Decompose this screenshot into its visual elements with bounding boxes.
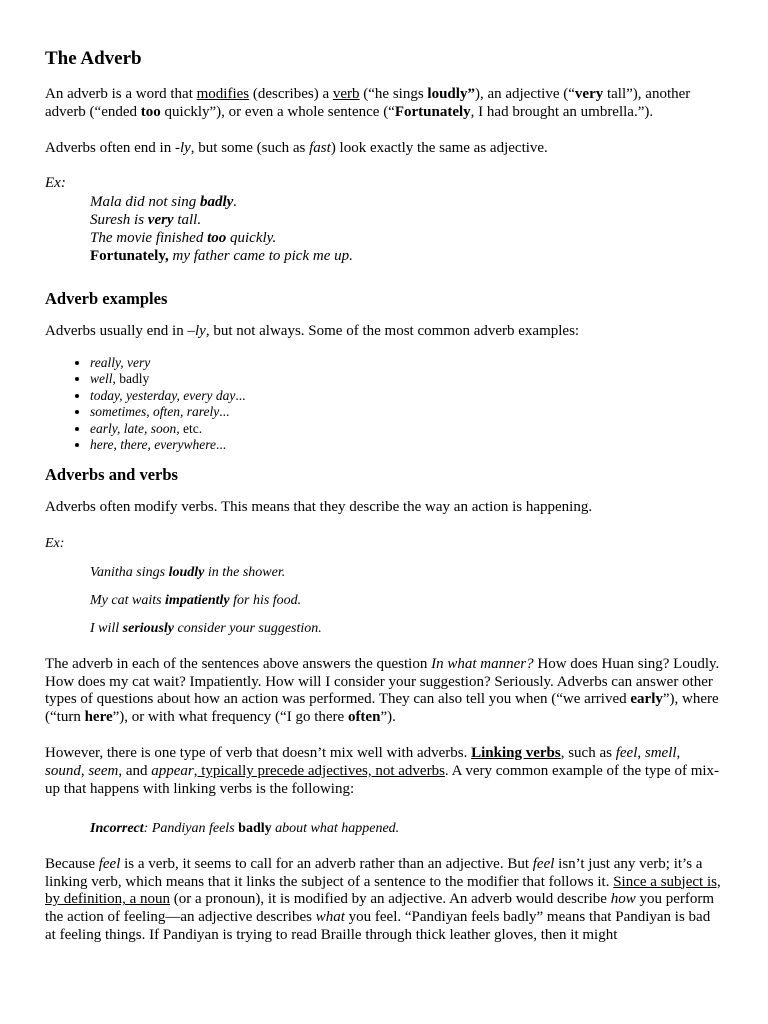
italic-word: feel [532, 855, 555, 872]
text: badly [115, 371, 150, 387]
text: ) look exactly the same as adjective. [330, 139, 548, 156]
example-sentence [90, 564, 723, 582]
text: , such as [560, 744, 616, 761]
list-item [90, 404, 723, 420]
text: The movie finished [90, 230, 208, 247]
example-sentence [90, 247, 723, 265]
text: . [233, 194, 238, 211]
text: ... [215, 437, 227, 453]
italic-word: appear [151, 762, 194, 779]
text: etc. [179, 420, 203, 436]
italic-word: smell [644, 744, 677, 761]
text: is a verb, it seems to call for an adverb rather than an adjective. But [120, 855, 533, 872]
list-item [90, 421, 723, 437]
text: isn’t just any verb; it’s a linking verb, which means that it links the subject of a sentence to the modifier that follows it. [45, 855, 703, 890]
italic-word: early, late, soon, [90, 420, 180, 436]
text: My cat waits [90, 593, 166, 609]
text: consider your suggestion. [174, 621, 322, 637]
example-sentence [90, 229, 723, 247]
intro-text: quickly”), or even a whole sentence (“ [160, 103, 395, 120]
incorrect-example [90, 820, 723, 838]
intro-text: An adverb is a word that [45, 86, 197, 102]
italic-word: feel [615, 744, 638, 761]
text: Adverbs usually end in – [45, 323, 195, 340]
italic-word: here, there, everywhere [90, 437, 216, 453]
example-sentence [90, 592, 723, 610]
bold-word: very [147, 212, 174, 229]
list-item [90, 388, 723, 404]
text: , and [118, 762, 152, 779]
text: Because [45, 855, 99, 872]
text: for his food. [229, 593, 302, 609]
text: Adverbs often end in - [45, 139, 180, 156]
text: , but not always. Some of the most common adverb examples: [205, 323, 580, 340]
intro-paragraph [45, 86, 723, 122]
text: However, there is one type of verb that doesn’t mix well with adverbs. [45, 744, 472, 761]
italic-word: feel [98, 855, 121, 872]
bold-word: Fortunately, [90, 248, 169, 265]
text: , [637, 744, 645, 761]
example-block-2 [90, 564, 723, 638]
italic-word: today, yesterday, every day [90, 387, 236, 403]
text: I will [90, 621, 123, 637]
adverbs-verbs-intro: Adverbs often modify verbs. This means that they describe the way an action is happening. [45, 499, 593, 516]
text: in the shower. [204, 565, 286, 581]
section-heading-adverbs-and-verbs: Adverbs and verbs [45, 465, 178, 485]
text: Mala did not sing [90, 194, 201, 211]
italic-word: really, very [90, 354, 151, 370]
list-item [90, 355, 723, 371]
text: (or a pronoun), it is modified by an adjective. An adverb would describe [169, 891, 611, 908]
text: Vanitha sings [90, 565, 169, 581]
example-label: Ex: [45, 175, 66, 192]
bold-word: loudly” [427, 86, 475, 102]
text: you feel. “Pandiyan feels badly” means that Pandiyan is bad at feeling things. If Pandiyan is trying to read Braille through thick leather gloves, then it might [45, 909, 711, 943]
text: ”), or with what frequency (“I go there [112, 709, 348, 726]
linking-verbs-term: Linking verbs [471, 744, 561, 761]
italic-word: how [610, 891, 636, 908]
bold-word: badly [200, 194, 234, 211]
list-item [90, 437, 723, 453]
bold-word: here [84, 709, 113, 726]
incorrect-label: Incorrect [90, 821, 144, 837]
feel-explanation-paragraph [45, 856, 723, 945]
linking-verbs-paragraph [45, 745, 723, 798]
example-block-1 [90, 193, 723, 265]
modifies-term: modifies [196, 86, 250, 102]
intro-text: (describes) a [249, 86, 333, 102]
list-item [90, 371, 723, 387]
bold-word: too [207, 230, 227, 247]
manner-paragraph [45, 656, 723, 727]
text: ... [219, 404, 230, 420]
intro-text: , I had brought an umbrella.”). [470, 103, 654, 120]
example-sentence [90, 820, 723, 838]
text: . A very common example of the type of mix-up that happens with linking verbs is the following: [45, 762, 720, 797]
italic-word: ly [194, 323, 206, 340]
bold-word: badly [238, 821, 272, 837]
italic-word: seem [88, 762, 119, 779]
adverb-examples-list [45, 355, 723, 453]
verb-term: verb [332, 86, 360, 102]
ly-note-paragraph [45, 140, 723, 158]
intro-text: tall”), another adverb (“ended [45, 86, 691, 120]
section-heading-adverb-examples: Adverb examples [45, 289, 168, 309]
example-sentence [90, 620, 723, 638]
bold-word: early [630, 691, 663, 708]
bold-word: Fortunately [394, 103, 471, 120]
page-title: The Adverb [45, 48, 142, 69]
italic-word: fast [309, 139, 331, 156]
bold-word: too [140, 103, 161, 120]
bold-word: seriously [122, 621, 175, 637]
bold-word: often [347, 709, 381, 726]
italic-word: sound [45, 762, 81, 779]
text: , but some (such as [190, 139, 310, 156]
adverb-examples-intro [45, 323, 723, 341]
intro-text: ), an adjective (“ [474, 86, 575, 102]
text: The adverb in each of the sentences above answers the question [45, 655, 432, 672]
text: quickly. [226, 230, 277, 247]
text: tall. [173, 212, 202, 229]
italic-word: sometimes, often, rarely [90, 404, 220, 420]
example-label: Ex: [45, 536, 65, 552]
text: ”), where (“turn [45, 691, 719, 726]
text: ... [235, 387, 246, 403]
text: How does Huan sing? Loudly. How does my cat wait? Impatiently. How will I consider your suggestion? Seriously. Adverbs can answer other types of questions about how an action was performed. They can also tell you when (“we arrived [45, 655, 720, 708]
text: ”). [380, 709, 396, 726]
underlined-phrase: , typically precede adjectives, not adverbs [193, 762, 445, 779]
text: Suresh is [90, 212, 148, 229]
bold-word: very [574, 86, 604, 102]
bold-word: loudly [168, 565, 205, 581]
bold-word: impatiently [165, 593, 230, 609]
text: you perform the action of feeling—an adjective describes [45, 891, 715, 926]
italic-word: what [315, 909, 345, 926]
example-sentence [90, 211, 723, 229]
italic-word: In what manner? [431, 655, 534, 672]
text: : Pandiyan feels [143, 821, 239, 837]
intro-text: (“he sings [359, 86, 428, 102]
text: my father came to pick me up. [168, 248, 353, 265]
text: about what happened. [271, 821, 400, 837]
text: , [80, 762, 89, 779]
italic-word: well, [90, 371, 116, 387]
italic-word: ly [179, 139, 191, 156]
underlined-phrase: Since a subject is, by definition, a noun [45, 873, 721, 908]
text: , [676, 744, 681, 761]
example-sentence [90, 193, 723, 211]
